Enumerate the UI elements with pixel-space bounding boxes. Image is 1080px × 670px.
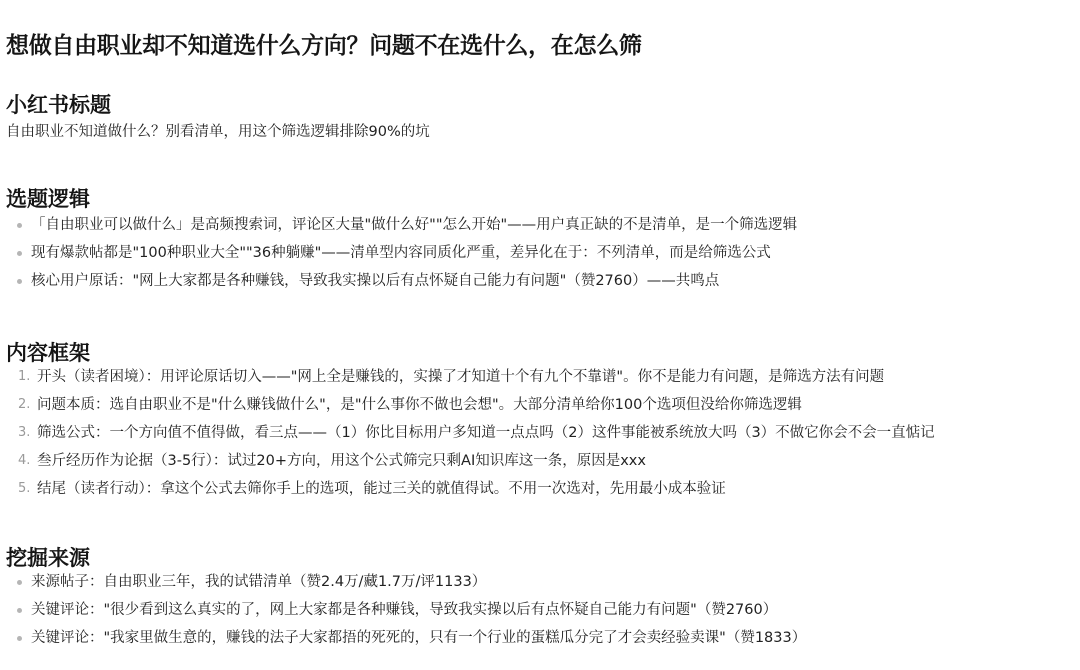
document-page: 想做自由职业却不知道选什么方向？问题不在选什么，在怎么筛 小红书标题 自由职业不知道做什么？别看清单，用这个筛选逻辑排除90%的坑 选题逻辑 「自由职业可以做什么」是高频搜索词，评论区大量"做什么好""怎么开始"——用户真正缺的不是清单，是一个筛选逻辑 现有爆款帖都是"100种职业大全""36种躺赚"——清单型内容同质化严重，差异化在于：不列清单，而是给筛选公式 核心用户原话："网上大家都是各种赚钱，导致我实操以后有点怀疑自己能力有问题"（赞2760）——共鸣点 内容框架 1. 开头（读者困境）：用评论原话切入——"网上全是赚钱的，实操了才知道十个有九个不靠谱"。你不是能力有问题，是筛选方法有问题 2. 问题本质：选自由职业不是"什么赚钱做什么"，是"什么事你不做也会想"。大部分清单给你100个选项但没给你筛选逻辑 3. 筛选公式：一个方向值不值得做，看三点——（1）你比目标用户多知道一点点吗（2）这件事能被系统放大吗（3）不做它你会不会一直惦记 4. 叁斤经历作为论据（3-5行）：试过20+方向，用这个公式筛完只剩AI知识库这一条，原因是xxx 5. 结尾（读者行动）：拿这个公式去筛你手上的选项，能过三关的就值得试。不用一次选对，先用最小成本验证 挖掘来源 来源帖子：自由职业三年，我的试错清单（赞2.4万/藏1.7万/评1133） 关键评论："很少看到这么真实的了，网上大家都是各种赚钱，导致我实操以后有点怀疑自己能力有问题"（赞2760） 关键评论："我家里做生意的，赚钱的法子大家都捂的死死的，只有一个行业的蛋糕瓜分完了才会卖经验卖课"（赞1833） — [0, 0, 1080, 670]
bullet-icon — [17, 580, 22, 585]
section-heading-content-framework: 内容框架 — [6, 341, 90, 365]
page-title: 想做自由职业却不知道选什么方向？问题不在选什么，在怎么筛 — [6, 33, 642, 59]
section-heading-topic-logic: 选题逻辑 — [6, 187, 90, 211]
section-heading-xhs-title: 小红书标题 — [6, 93, 111, 117]
section-heading-sources: 挖掘来源 — [6, 546, 90, 570]
bullet-icon — [17, 223, 22, 228]
bullet-icon — [17, 636, 22, 641]
xhs-title-text: 自由职业不知道做什么？别看清单，用这个筛选逻辑排除90%的坑 — [6, 124, 430, 140]
bullet-icon — [17, 608, 22, 613]
bullet-icon — [17, 251, 22, 256]
bullet-icon — [17, 279, 22, 284]
